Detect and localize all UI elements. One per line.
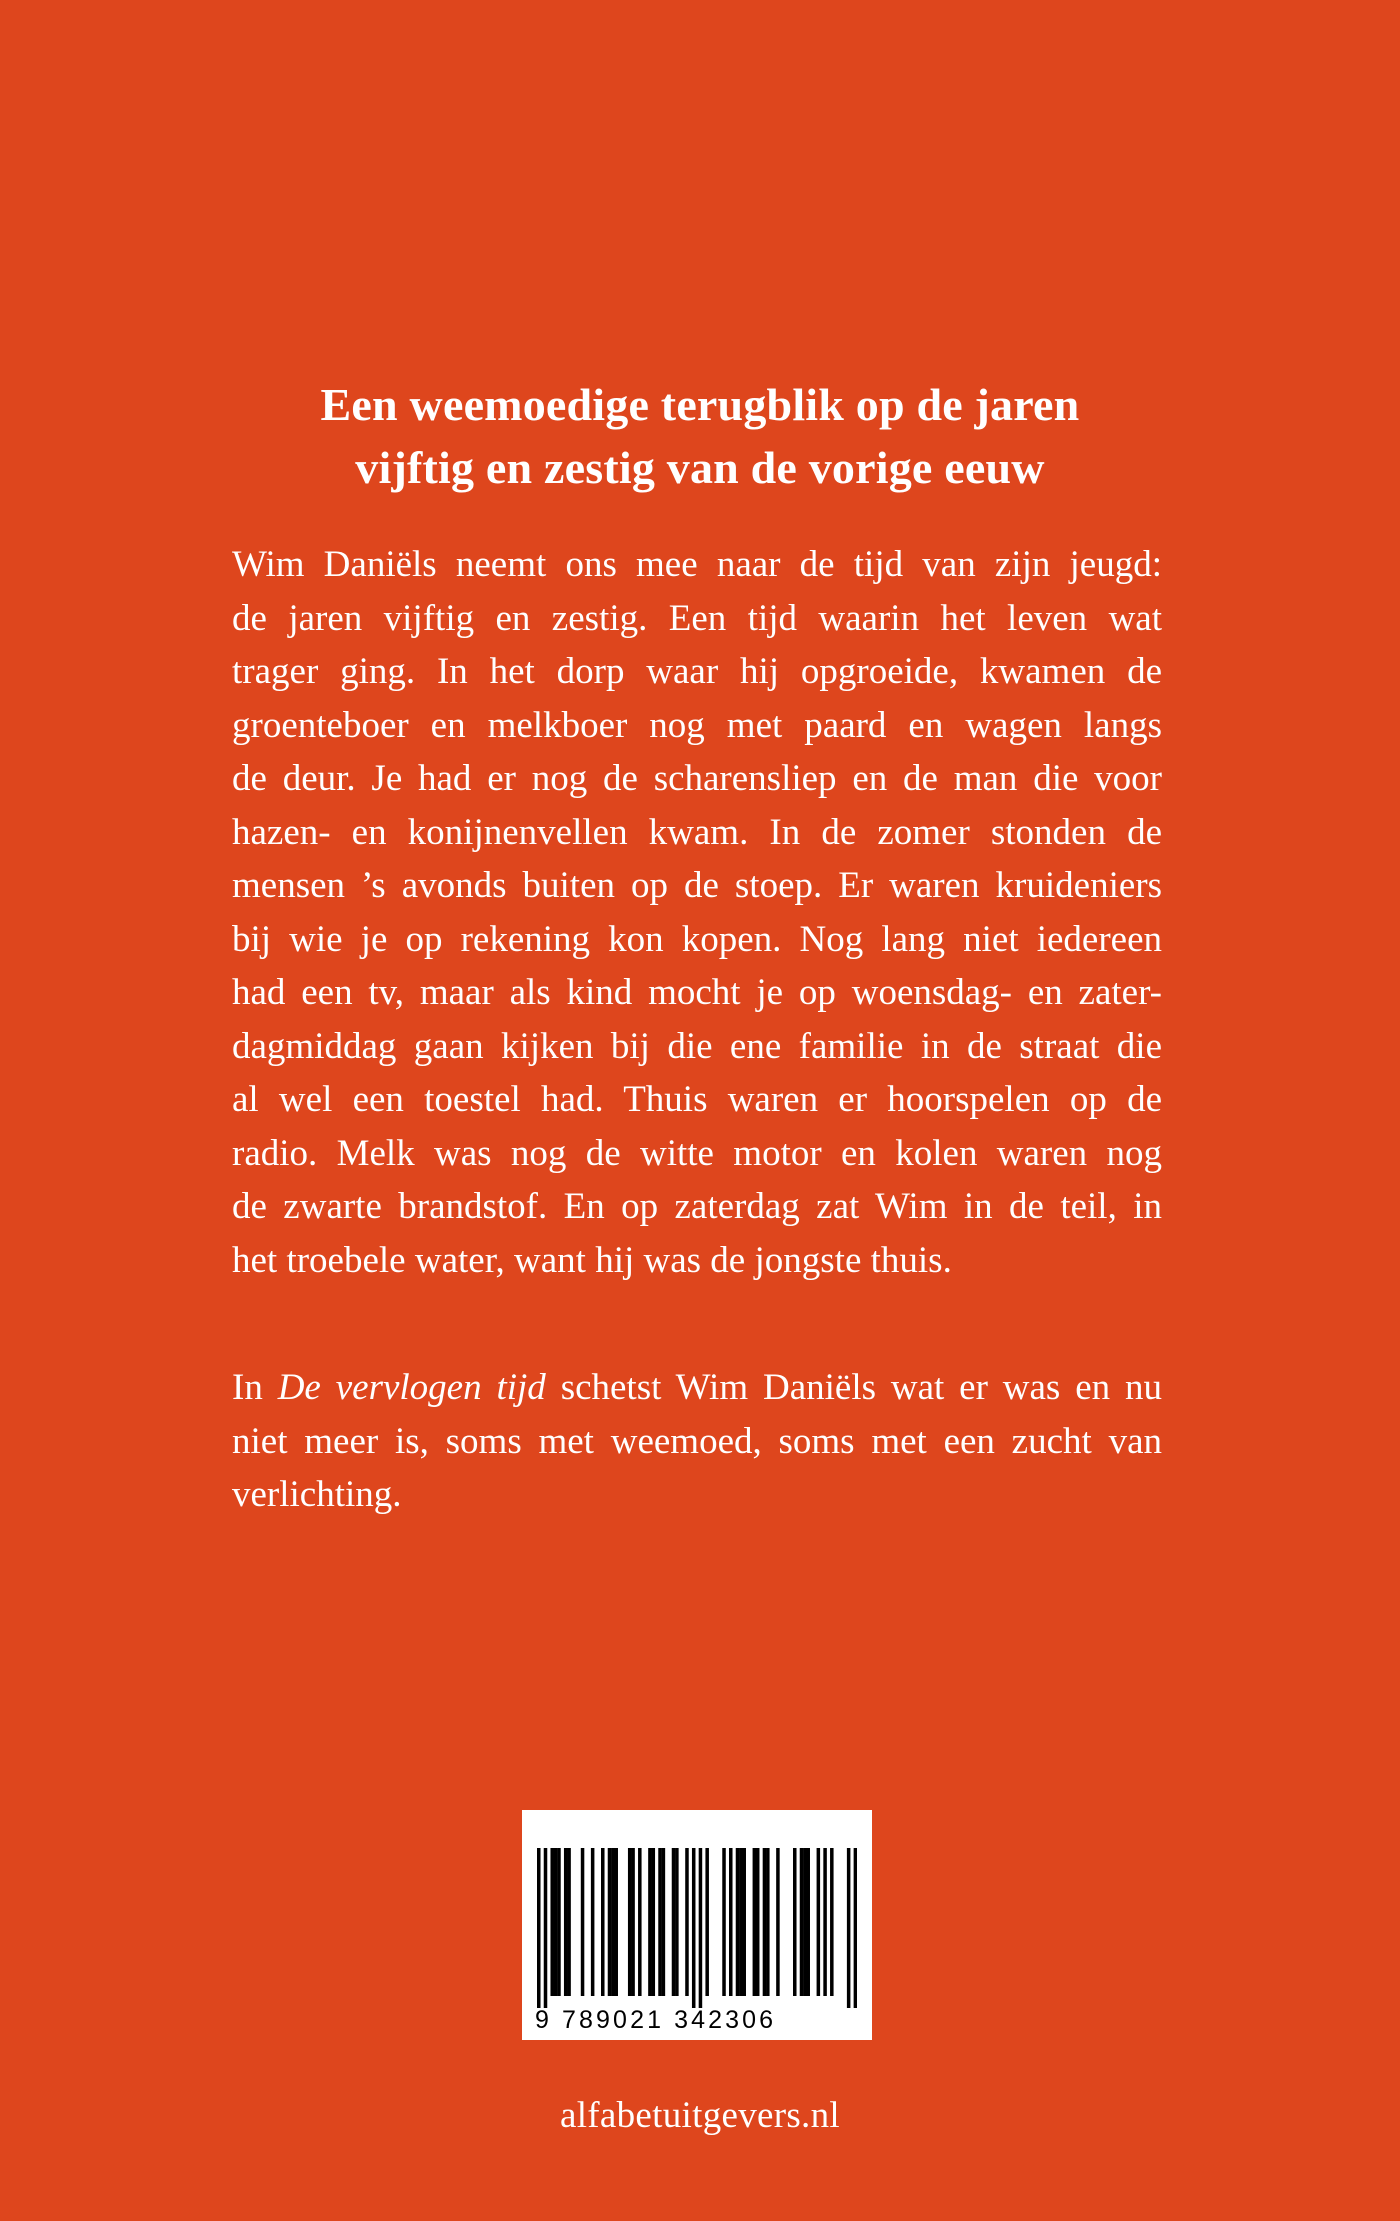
blurb-line: al wel een toestel had. Thuis waren er hoorspelen op de <box>232 1079 1162 1120</box>
barcode-bar <box>793 1848 797 1996</box>
blurb-line: groenteboer en melkboer nog met paard en wagen langs <box>232 704 1162 746</box>
headline-line-2: vijftig en zestig van de vorige eeuw <box>355 442 1045 493</box>
barcode-bar <box>564 1848 568 1996</box>
barcode-bar <box>648 1848 652 1996</box>
barcode-bar <box>567 1848 571 1996</box>
blurb-line: dagmiddag gaan kijken bij die ene familie in de straat die <box>232 1025 1162 1067</box>
barcode-bar <box>685 1848 689 1996</box>
blurb-line: trager ging. In het dorp waar hij opgroeide, kwamen de <box>232 651 1162 692</box>
barcode-bar <box>652 1848 656 1996</box>
closing-line-1 <box>232 1361 1162 1415</box>
blurb-line: het troebele water, want hij was de jongste thuis. <box>232 1239 952 1281</box>
barcode-bar <box>756 1848 760 1996</box>
blurb-line: bij wie je op rekening kon kopen. Nog lang niet iedereen <box>232 918 1162 960</box>
barcode-bar <box>847 1848 851 2008</box>
headline <box>0 373 1400 499</box>
blurb-line: radio. Melk was nog de witte motor en kolen waren nog <box>232 1132 1162 1174</box>
barcode-bar <box>554 1848 558 1996</box>
barcode-bar <box>722 1848 726 1996</box>
barcode-bar <box>608 1848 612 1996</box>
barcode-bar <box>854 1848 857 2008</box>
closing-line-3: verlichting. <box>232 1474 402 1515</box>
barcode-bar <box>611 1848 615 1996</box>
barcode-bar <box>739 1848 743 1996</box>
barcode-bar <box>729 1848 733 1996</box>
barcode-bar <box>675 1848 679 1996</box>
barcode-bar <box>742 1848 746 1996</box>
barcode-bar <box>672 1848 676 1996</box>
blurb-paragraph <box>232 538 1162 1287</box>
barcode-bar <box>803 1848 807 1996</box>
barcode-bar <box>631 1848 635 1996</box>
barcode-bar <box>692 1848 696 2008</box>
barcode-bars <box>537 1848 857 2008</box>
isbn-number: 9 789021 342306 <box>535 2006 777 2034</box>
barcode-bar <box>638 1848 642 1996</box>
barcode-bar <box>537 1848 541 2008</box>
barcode-bar <box>550 1848 554 1996</box>
barcode-bar <box>658 1848 662 1996</box>
blurb-line: de zwarte brandstof. En op zaterdag zat Wim in de teil, in <box>232 1186 1162 1227</box>
barcode-bar <box>800 1848 804 1996</box>
closing-prefix: In <box>232 1367 278 1408</box>
closing-line-2: niet meer is, soms met weemoed, soms met een zucht van <box>232 1420 1162 1462</box>
barcode-bar <box>614 1848 618 1996</box>
blurb-line: mensen ’s avonds buiten op de stoep. Er waren kruideniers <box>232 865 1162 906</box>
publisher-url: alfabetuitgevers.nl <box>559 2095 840 2136</box>
barcode-bar <box>591 1848 595 1996</box>
barcode-bar <box>705 1848 709 1996</box>
barcode-bar <box>806 1848 810 1996</box>
barcode-bar <box>628 1848 632 1996</box>
barcode-bar <box>823 1848 827 1996</box>
barcode-bar <box>817 1848 821 1996</box>
barcode-bar <box>763 1848 767 1996</box>
barcode-bar <box>776 1848 780 1996</box>
blurb-line: had een tv, maar als kind mocht je op woensdag- en zater- <box>232 972 1162 1013</box>
book-title: De vervlogen tijd <box>277 1367 546 1408</box>
barcode-bar <box>557 1848 561 1996</box>
barcode-bar <box>830 1848 834 1996</box>
blurb-line: de jaren vijftig en zestig. Een tijd waarin het leven wat <box>232 597 1162 639</box>
blurb-line: hazen- en konijnenvellen kwam. In de zomer stonden de <box>232 811 1162 853</box>
barcode-bar <box>544 1848 548 2008</box>
closing-line-1-rest: schetst Wim Daniëls wat er was en nu <box>545 1367 1162 1408</box>
barcode-bar <box>581 1848 585 1996</box>
blurb-line: de deur. Je had er nog de scharensliep en de man die voor <box>232 758 1162 799</box>
barcode-bar <box>601 1848 605 1996</box>
barcode-bar <box>662 1848 666 1996</box>
barcode-bar <box>766 1848 770 1996</box>
closing-paragraph <box>232 1361 1162 1522</box>
barcode-bar <box>753 1848 757 1996</box>
headline-line-1: Een weemoedige terugblik op de jaren <box>320 379 1080 430</box>
isbn-barcode <box>522 1810 872 2040</box>
barcode-bar <box>699 1848 703 2008</box>
blurb-line: Wim Daniëls neemt ons mee naar de tijd van zijn jeugd: <box>232 544 1162 585</box>
barcode-bar <box>736 1848 740 1996</box>
